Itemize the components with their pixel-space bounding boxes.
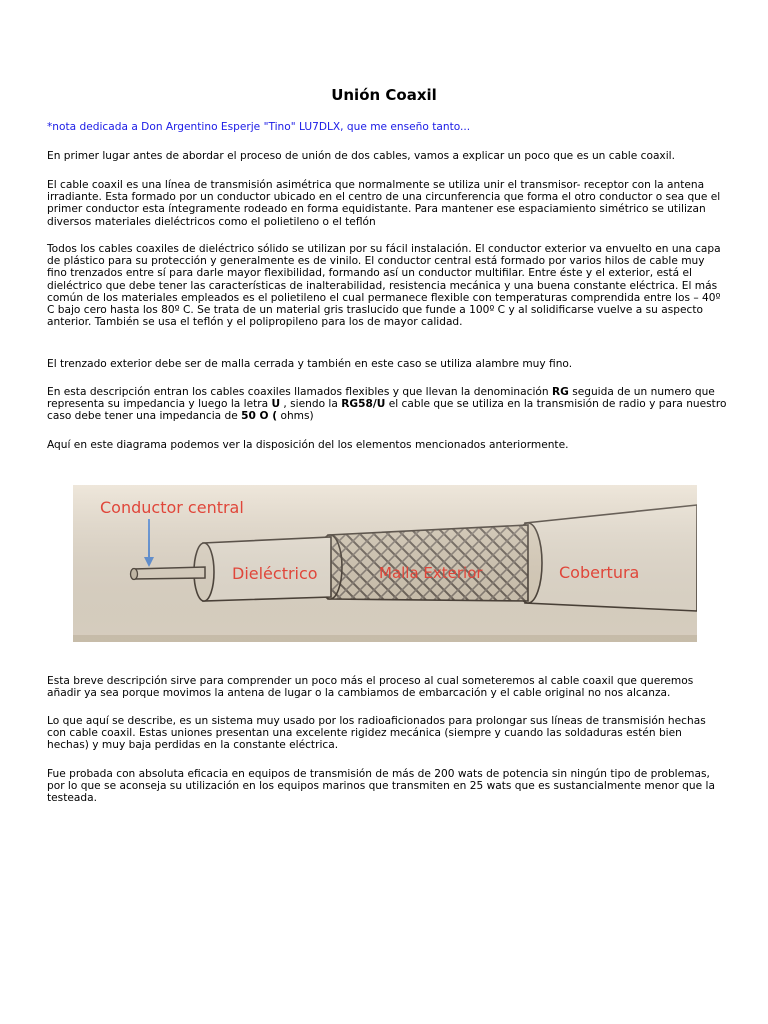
- paragraph-testing: Fue probada con absoluta eficacia en equipos de transmisión de más de 200 wats de potencia sin ningún tipo de problemas, por lo que se aconseja su utilización en los equipos marinos que transmiten en 25 wats que es sustancialmente menor que la testeada.: [47, 768, 715, 805]
- dedication-note: *nota dedicada a Don Argentino Esperje "Tino" LU7DLX, que me enseño tanto...: [47, 121, 471, 133]
- label-jacket: Cobertura: [559, 563, 640, 582]
- page-title: Unión Coaxil: [331, 86, 437, 104]
- paragraph-usage: Lo que aquí se describe, es un sistema muy usado por los radioaficionados para prolongar sus líneas de transmisión hechas con cable coaxil. Estas uniones presentan una excelente rigidez mecánica (siempre y cuando las soldaduras estén bien hechas) y muy baja perdidas en la constante eléctrica.: [47, 715, 706, 752]
- paragraph-braid: El trenzado exterior debe ser de malla cerrada y también en este caso se utiliza alambre muy fino.: [47, 358, 573, 370]
- coax-cable-illustration: [73, 485, 697, 642]
- label-central-conductor: Conductor central: [100, 498, 244, 517]
- label-dielectric: Dieléctrico: [232, 564, 318, 583]
- paragraph-solid-dielectric: Todos los cables coaxiles de dieléctrico sólido se utilizan por su fácil instalación. El conductor exterior va envuelto en una capa de plástico para su protección y generalmente es de vinilo. El conductor central está formado por varios hilos de cable muy fino trenzados entre sí para darle mayor flexibilidad, formando así un conductor multifilar. Entre éste y el exterior, está el dieléctrico que debe tener las características de inalterabilidad, resistencia mecánica y una buena constante eléctrica. El más común de los materiales empleados es el polietileno el cual permanece flexible con temperaturas comprendida entre los – 40º C bajo cero hasta los 80º C. Se trata de un material gris traslucido que funde a 100º C y al solidificarse vuelve a su aspecto anterior. También se usa el teflón y el polipropileno para los de mayor calidad.: [47, 243, 721, 329]
- paragraph-definition: El cable coaxil es una línea de transmisión asimétrica que normalmente se utiliza unir el transmisor- receptor con la antena irradiante. Esta formado por un conductor ubicado en el centro de una circunferencia que forma el otro conductor o sea que el primer conductor esta íntegramente rodeado en forma equidistante. Para mantener ese espaciamiento simétrico se utilizan diversos materiales dieléctricos como el polietileno o el teflón: [47, 179, 721, 228]
- paragraph-purpose: Esta breve descripción sirve para comprender un poco más el proceso al cual someteremos al cable coaxil que queremos añadir ya sea porque movimos la antena de lugar o la cambiamos de embarcación y el cable original no nos alcanza.: [47, 675, 694, 700]
- paragraph-diagram-intro: Aquí en este diagrama podemos ver la disposición del los elementos mencionados anteriormente.: [47, 439, 569, 451]
- paragraph-intro: En primer lugar antes de abordar el proceso de unión de dos cables, vamos a explicar un poco que es un cable coaxil.: [47, 150, 675, 162]
- paragraph-rg-denomination: En esta descripción entran los cables coaxiles llamados flexibles y que llevan la denominación RG seguida de un numero que representa su impedancia y luego la letra U , siendo la RG58/U el cable que se utiliza en la transmisión de radio y para nuestro caso debe tener una impedancia de 50 O ( ohms): [47, 386, 727, 423]
- label-braid: Malla Exterior: [379, 564, 483, 582]
- coax-cable-diagram: [73, 485, 697, 642]
